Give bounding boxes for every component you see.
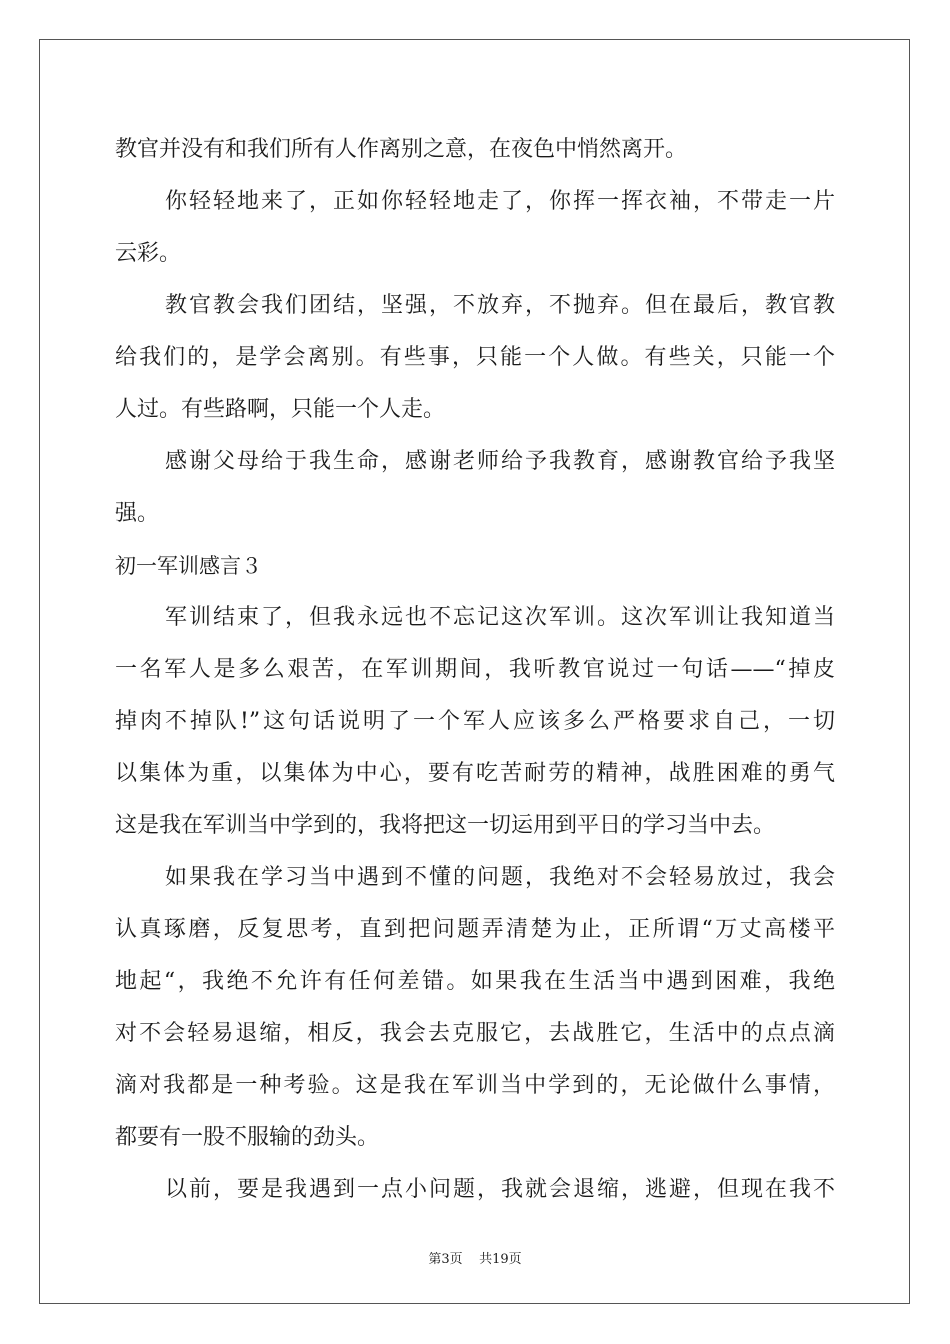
text-line: 人过。有些路啊，只能一个人走。 [115, 397, 446, 422]
text-line: 强。 [115, 501, 160, 526]
text-line: 一名军人是多么艰苦，在军训期间，我听教官说过一句话——“掉皮 [115, 657, 835, 682]
text-line: 给我们的，是学会离别。有些事，只能一个人做。有些关，只能一个 [115, 345, 835, 370]
text-line: 教官并没有和我们所有人作离别之意，在夜色中悄然离开。 [115, 137, 688, 162]
text-line: 教官教会我们团结，坚强，不放弃，不抛弃。但在最后，教官教 [165, 293, 835, 318]
document-body [115, 124, 835, 1216]
text-line: 以前，要是我遇到一点小问题，我就会退缩，逃避，但现在我不 [165, 1177, 835, 1202]
text-line: 你轻轻地来了，正如你轻轻地走了，你挥一挥衣袖，不带走一片 [165, 189, 835, 214]
page-total: 共19页 [479, 1252, 522, 1267]
text-line: 滴对我都是一种考验。这是我在军训当中学到的，无论做什么事情， [115, 1073, 835, 1098]
text-line: 感谢父母给于我生命，感谢老师给予我教育，感谢教官给予我坚 [165, 449, 835, 474]
text-line: 掉肉不掉队!”这句话说明了一个军人应该多么严格要求自己，一切 [115, 709, 835, 734]
text-line: 都要有一股不服输的劲头。 [115, 1125, 380, 1150]
text-line: 地起“，我绝不允许有任何差错。如果我在生活当中遇到困难，我绝 [115, 969, 835, 994]
text-line: 这是我在军训当中学到的，我将把这一切运用到平日的学习当中去。 [115, 813, 776, 838]
text-line: 军训结束了，但我永远也不忘记这次军训。这次军训让我知道当 [165, 605, 835, 630]
section-heading: 初一军训感言３ [115, 554, 262, 578]
text-line: 如果我在学习当中遇到不懂的问题，我绝对不会轻易放过，我会 [165, 865, 835, 890]
text-line: 认真琢磨，反复思考，直到把问题弄清楚为止，正所谓“万丈高楼平 [115, 917, 835, 942]
page-footer [0, 1248, 950, 1267]
text-line: 对不会轻易退缩，相反，我会去克服它，去战胜它，生活中的点点滴 [115, 1021, 835, 1046]
page-number: 第3页 [428, 1252, 463, 1267]
text-line: 云彩。 [115, 241, 182, 266]
text-line: 以集体为重，以集体为中心，要有吃苦耐劳的精神，战胜困难的勇气 [115, 761, 835, 786]
